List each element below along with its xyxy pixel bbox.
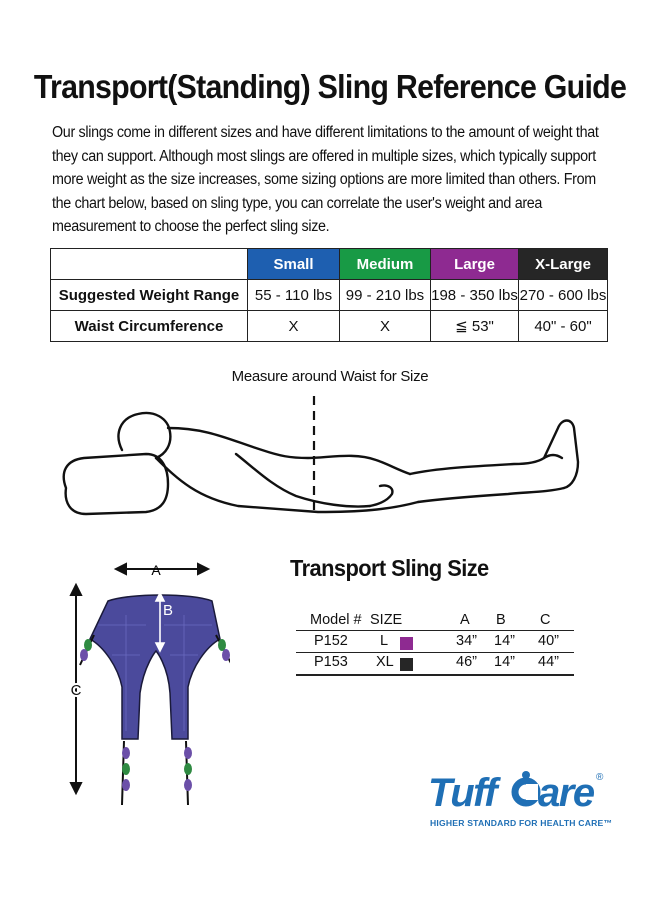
transport-sling-size-heading: Transport Sling Size (290, 555, 489, 581)
brand-name-right: are (538, 771, 594, 815)
table-cell: 270 - 600 lbs (519, 280, 608, 311)
dim-c-value: 40” (538, 633, 559, 649)
col-b: B (496, 612, 506, 628)
model-number: P152 (314, 633, 348, 649)
col-a: A (460, 612, 470, 628)
dim-a-value: 34” (456, 633, 477, 649)
model-number: P153 (314, 654, 348, 670)
col-c: C (540, 612, 551, 628)
brand-name-left: Tuff (428, 771, 497, 815)
dim-c-value: 44” (538, 654, 559, 670)
page-title: Transport(Standing) Sling Reference Guide (33, 68, 627, 105)
row-label: Waist Circumference (51, 311, 248, 342)
table-corner-cell (51, 249, 248, 280)
row-label: Suggested Weight Range (51, 280, 248, 311)
table-cell: 55 - 110 lbs (248, 280, 340, 311)
divider (296, 674, 574, 676)
spec-header-row (296, 610, 574, 631)
brand-tagline: HIGHER STANDARD FOR HEALTH CARE™ (430, 818, 613, 828)
care-c-icon (515, 771, 538, 803)
transport-sling-illustration (60, 555, 230, 815)
table-row (51, 311, 608, 342)
table-cell: X (248, 311, 340, 342)
size-reference-table (50, 248, 608, 342)
dimension-c-label: C (70, 682, 82, 699)
registered-mark: ® (596, 772, 604, 783)
dim-b-value: 14” (494, 633, 515, 649)
size-swatch-large (400, 635, 413, 651)
header-large: Large (431, 249, 519, 280)
dim-a-value: 46” (456, 654, 477, 670)
header-small: Small (248, 249, 340, 280)
dimension-a-label: A (151, 562, 161, 578)
table-row (51, 280, 608, 311)
size-label: L (380, 633, 389, 649)
header-medium: Medium (340, 249, 431, 280)
tuffcare-logo (428, 764, 608, 816)
table-cell: ≦ 53" (431, 311, 519, 342)
header-xlarge: X-Large (519, 249, 608, 280)
transport-sling-size-table (296, 610, 574, 673)
dimension-b-label: B (162, 602, 174, 619)
table-header-row (51, 249, 608, 280)
measure-caption: Measure around Waist for Size (231, 368, 429, 385)
table-cell: 40" - 60" (519, 311, 608, 342)
table-cell: X (340, 311, 431, 342)
reclining-body-illustration (58, 388, 598, 538)
col-size: SIZE (370, 612, 403, 628)
size-swatch-xlarge (400, 656, 413, 672)
col-model: Model # (310, 612, 362, 628)
intro-paragraph: Our slings come in different sizes and have different limitations to the amount of weight that they can support. Although most slings are offered in multiple sizes, which typically support more weight as the size increases, some sizing options are more limited than others. From the chart below, based on sling type, you can correlate the user's weight and area measurement to choose the perfect sling size. (52, 124, 599, 235)
table-row (296, 631, 574, 652)
dim-b-value: 14” (494, 654, 515, 670)
size-label: XL (376, 654, 394, 670)
table-cell: 198 - 350 lbs (431, 280, 519, 311)
table-cell: 99 - 210 lbs (340, 280, 431, 311)
table-row (296, 652, 574, 673)
